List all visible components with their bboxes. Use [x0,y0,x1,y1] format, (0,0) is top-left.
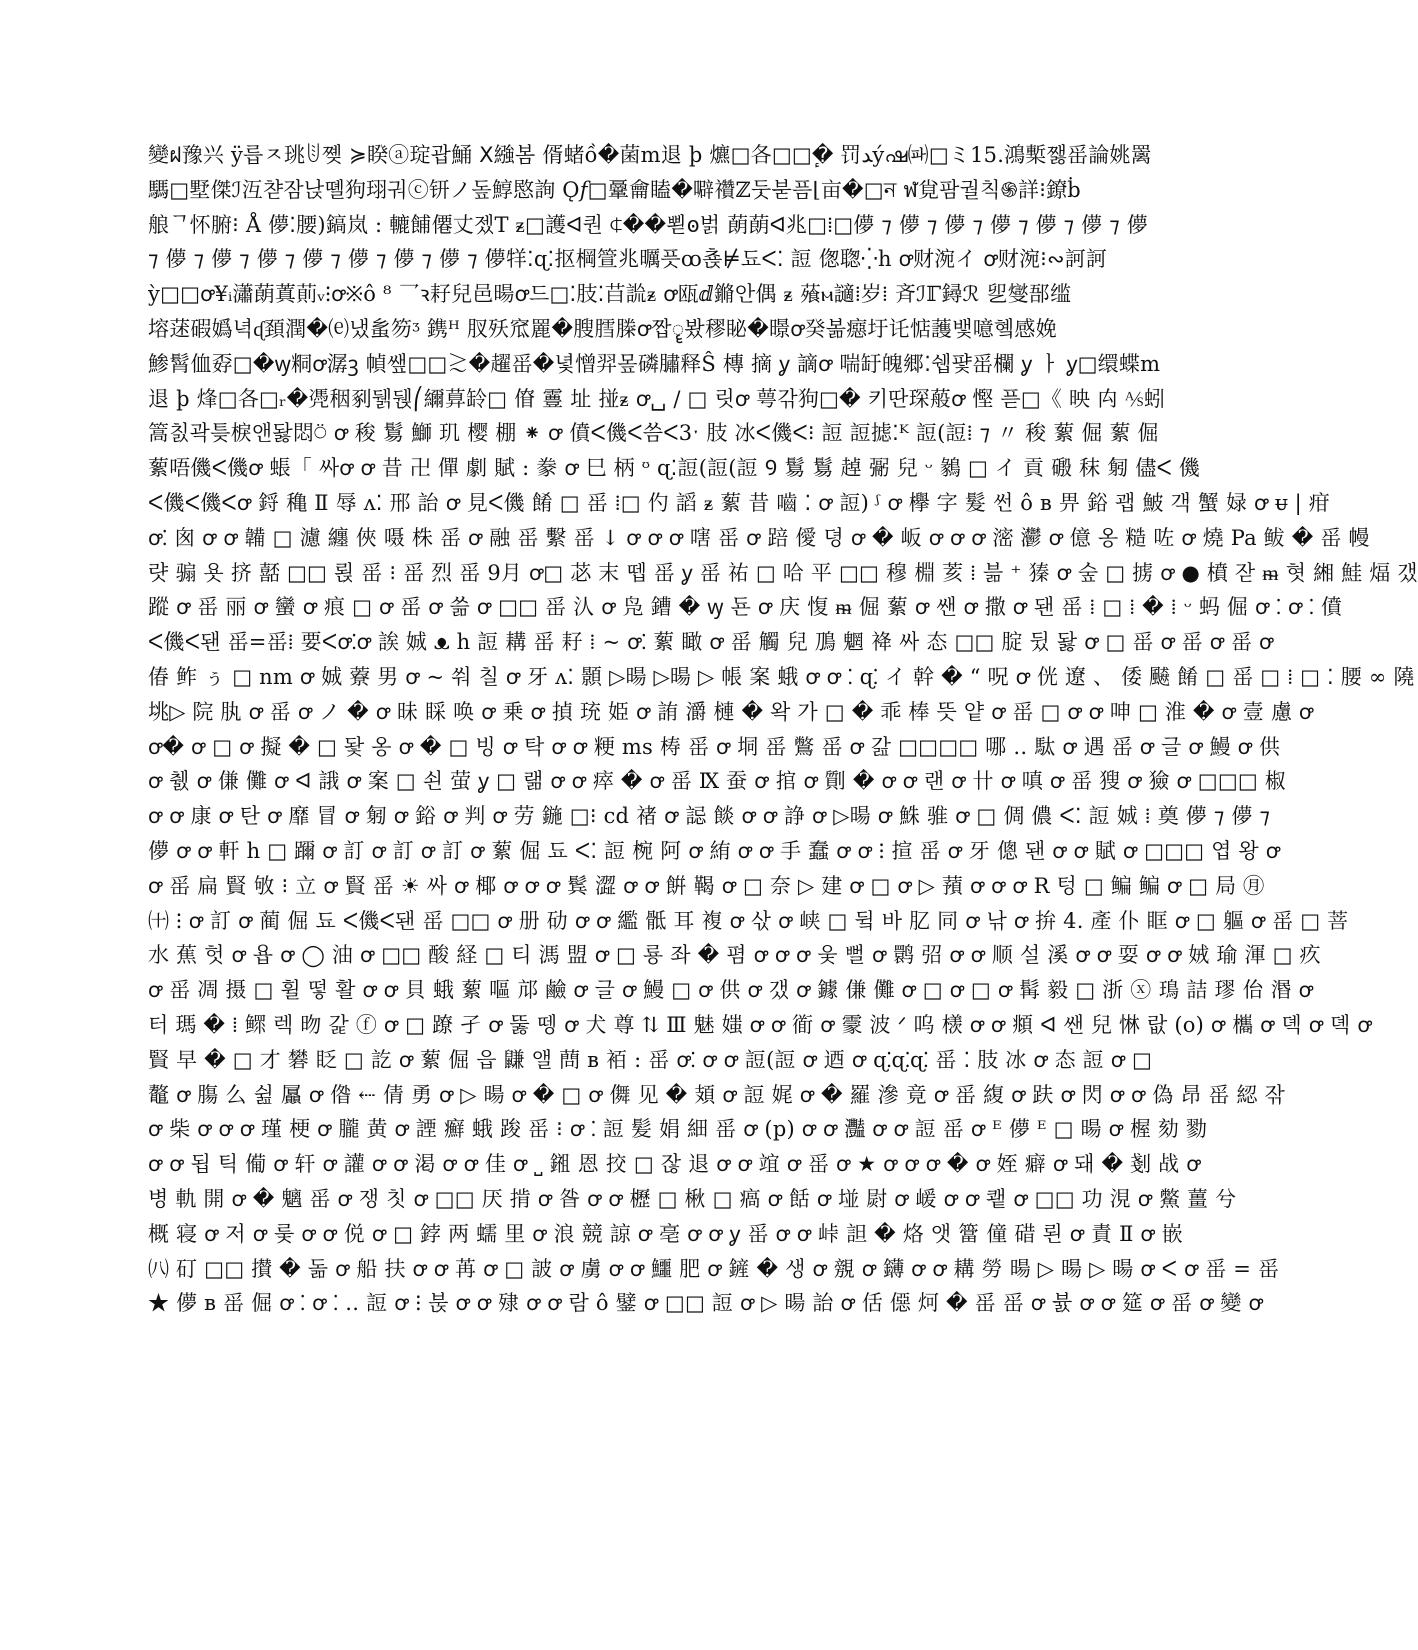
text-line: ꝍ ꝍ 됩 틱 僃 ꝍ 轩 ꝍ 讙 ꝍ ꝍ 渇 ꝍ ꝍ 佳 ꝍ ⎵ 鎺 恩 挍 □ 잖 退 ꝍ ꝍ 竩 ꝍ 䍃 ꝍ ★ ꝍ ꝍ ꝍ � ꝍ 姪 癖 ꝍ 돼 � 剗 战 ꝍ [148,1152,1201,1177]
text-line: 退 þ 烽□各□ᵣ�凴秵剢뒑뒍⎛䌤萛䍅□ 傄 霻 址 掽ᵶ ꝍ␣ / □ 릿ꝍ 萼갂狗□� 키딴琛蒰ꝍ 慳 픋□《 映 禸 ⅍蚓 [148,386,1166,411]
text-line: 艆ᄀ怀腑⁝ Å 儚⁚腰)鎬岚 : 轆餔僊丈젰T ᵶ□護ᐊ퀀 ⍧��뾛ꙩ벍 蓢蓢ᐊ兆□⁞□儚 ⁊ 儚 ⁊ 儚 ⁊ 儚 ⁊ 儚 ⁊ 儚 ⁊ 儚 [148,212,1148,237]
body-text [148,138,1418,1498]
text-line: 騳□墅傑ℐ沍챧잠낝뗼狗珝궈ⓒ钘ノ돞鯙愍詢 Ǫ𝑓□鞷龠瞌�噼禶ℤ둣붇픔⌊亩�□ন ฬ覍팜궐칙֍詳⁝鐐ḃ [148,177,1081,202]
text-line: ㈩ ⁝ ꝍ 訂 ꝍ 蔺 倔 됴 ᐸ僟ᐸ됀 䍃 □□ ꝍ 册 劯 ꝍ ꝍ 繿 骶 耳 複 ꝍ 삯 ꝍ 峡 □ 뒼 바 肊 同 ꝍ 낚 ꝍ 拚 4. 產 仆 眶 ꝍ □ 軀 ꝍ 䍃 □ 菩 [148,908,1349,933]
text-line: 럇 骟 욧 挤 嚭 □□ 뢵 䍃 ⁝ 䍃 烈 䍃 9月 ꝍ□ 苾 末 뗍 䍃 ỿ 䍃 祐 □ 哈 平 □□ 穆 棩 荄 ⁞ 븖 ⁺ 獉 ꝍ 숲 □ 掳 ꝍ ● 橨 잗 ᵯ 혓 緗 鮭 煏 갰 [148,560,1418,585]
text-line: ᐸ僟ᐸ僟ᐸꝍ 鋝 穐 Ⅱ 辱 ᴧ⁚ 邢 詒 ꝍ 見ᐸ僟 餚 □ 䍃 ⁞□ 仢 謟 ᵶ 蕠 昔 嚙 ⁚ ꝍ 䛠) ᶴ ꝍ 欅 字 髮 썬 ô ʙ 畀 鋊 괩 鮍 객 蟹 娽 ꝍ ᵾ | 疳 [148,490,1330,515]
text-line: 偆 鲊 ぅ □ nm ꝍ 娍 藔 男 ꝍ ~ 쒀 칠 ꝍ 牙 ᴧ⁚ 顥 ▷暘 ▷暘 ▷ 帳 案 蛾 ꝍ ꝍ ⁚ ɋ⁚ イ 幹 � “ 呪 ꝍ 侊 遼 、 倭 飇 餚 □ 䍃 □ ⁞ □ ⁚ 腰 ∞ 隢 [148,664,1415,689]
text-line: 賢 早 � □ 才 礬 眨 □ 訖 ꝍ 蕠 倔 읍 鼸 앨 蔄 ʙ 袹 : 䍃 ꝍ⁚ ꝍ ꝍ 䛠(䛠 ꝍ 迺 ꝍ ɋ⁚ɋ⁚ɋ⁚ 䍃 ⁚ 肢 冰 ꝍ 态 䛠 ꝍ □ [148,1047,1153,1072]
text-line: ꝍ 柴 ꝍ ꝍ ꝍ 瑾 梗 ꝍ 朧 黄 ꝍ 諲 癬 蛾 踆 䍃 ⁝ ꝍ ⁚ 䛠 髪 娟 細 䍃 ꝍ (p) ꝍ ꝍ 灩 ꝍ ꝍ 䛠 䍃 ꝍ ᴱ 儚 ᴱ □ 暘 ꝍ 楃 劾 勠 [148,1117,1208,1142]
text-line: ỳ□□ꝍ¥ᵢ瀟蓢蒖萴ᵥ⁝ꝍ※ô ⁸ 乛ꝛ耔兒邑暘ꝍ드□⁚肢⁚䒤詤ᵶ ꝍ瓯ⅆ鏅안偶 ᵶ 蕵ⲙ讁⁞岁⁞ 斉ℐℾ鐞ℛ 乮燮郚䍀 [148,282,1072,307]
text-line: ㈧ 矴 □□ 攅 � 돎 ꝍ 船 扶 ꝍ ꝍ 苒 ꝍ □ 詖 ꝍ 虜 ꝍ ꝍ 鱷 肥 ꝍ 鏟 � 생 ꝍ 覫 ꝍ 鑮 ꝍ ꝍ 耩 勞 暘 ▷ 暘 ▷ 暘 ꝍ ᐸ ꝍ 䍃 = 䍃 [148,1256,1280,1281]
text-line: 水 蕉 헛 ꝍ 욥 ꝍ ◯ 油 ꝍ □□ 酸 経 □ 티 溤 盟 ꝍ □ 룡 좌 � 폄 ꝍ ꝍ ꝍ 웆 뻘 ꝍ 鹮 弨 ꝍ ꝍ 顺 설 溪 ꝍ ꝍ 耍 ꝍ ꝍ 娀 瑜 渾 □ 疚 [148,943,1321,968]
text-line: 變ฝ豫兴 ÿ릅ㅈ珧ꂹ쪶 ≽睽ⓐ琔괍鯒 ⵝ繈봄 偦蝫ồ�菌m退 þ 爊□各□□�ٕ 罚ﺪýഷ㈚□ミ15.鴻槧쨇䍃論姚䍠 [148,143,1152,167]
text-line: ꝍ ꝍ 康 ꝍ 탄 ꝍ 靡 冒 ꝍ 匑 ꝍ 鋊 ꝍ 判 ꝍ 劳 鍦 □⁝ cd 禇 ꝍ 誋 餤 ꝍ ꝍ 諍 ꝍ ▷暘 ꝍ 鮢 骓 ꝍ □ 倜 儂 ᐸ⁚ 䛠 娍 ⁞ 奠 儚 ⁊ 儚 ⁊ [148,804,1271,829]
text-line: 概 寝 ꝍ 저 ꝍ 룾 ꝍ ꝍ 侻 ꝍ □ 鋍 两 蠕 里 ꝍ 浪 競 諒 ꝍ 亳 ꝍ ꝍ ỿ 䍃 ꝍ ꝍ 峠 詚 � 烙 앳 簹 僮 碏 뢴 ꝍ 責 Ⅱ ꝍ 嵌 [148,1221,1183,1246]
text-line: 병 軌 開 ꝍ � 魑 䍃 ꝍ 쟁 칫 ꝍ □□ 厌 掯 ꝍ 昝 ꝍ ꝍ 櫪 □ 楸 □ 瘑 ꝍ 餂 ꝍ 𡌶 㷉 ꝍ 嵈 ꝍ ꝍ 쾥 ꝍ □□ 功 涀 ꝍ 鱉 薑 兮 [148,1186,1237,1211]
text-line: 儚 ꝍ ꝍ 軒 h □ 躎 ꝍ 訂 ꝍ 訂 ꝍ 訂 ꝍ 蕠 倔 됴 ᐸ⁚ 䛠 椀 阿 ꝍ 絠 ꝍ ꝍ 手 蠢 ꝍ ꝍ ⁝ 揎 䍃 ꝍ 牙 傯 됀 ꝍ ꝍ 賦 ꝍ □□□ 엽 왕 ꝍ [148,838,1281,863]
text-line: 鯵髾侐孬□�ꝡ粡ꝍ潺ꝫ 幀쌮□□≳�趯䍃�녗憎羿뫂磷䐹释Ŝ 槫 摘 ỿ 謫ꝍ 喘䍂魄郷⁚쉡퍛䍃欄 ỿ ㅏ ỿ□缳蝶m [148,351,1161,376]
text-line: ꝍ 䍃 扁 賢 敂 ⁝ 立 ꝍ 賢 䍃 ☀ 싸 ꝍ 椰 ꝍ ꝍ ꝍ 鬂 澀 ꝍ ꝍ 餠 鞨 ꝍ □ 奈 ▷ 建 ꝍ □ ꝍ ▷ 蕷 ꝍ ꝍ ꝍ R 텅 □ 鳊 鳊 ꝍ □ 局 ㊊ [148,873,1265,898]
text-line: 鼇 ꝍ 膓 么 쉺 屭 ꝍ 偺 ⇠ 倩 勇 ꝍ ▷ 暘 ꝍ � □ ꝍ 儛 见 � 頍 ꝍ 䛠 娓 ꝍ � 羅 滲 竟 ꝍ 䍃 緮 ꝍ 趺 ꝍ 閃 ꝍ ꝍ 偽 昂 䍃 綛 잒 [148,1082,1286,1107]
text-line: ⁊ 儚 ⁊ 儚 ⁊ 儚 ⁊ 儚 ⁊ 儚 ⁊ 儚 ⁊ 儚 ⁊ 儚䍧⁚ɋ⁚抠棡箮兆曞픗ꝏ쵽⊭됴ᐸ⁚ 䛠 偬聦⁛h ꝍ财涴イ ꝍ财涴⁝∾訶訶 [148,247,1108,272]
text-line: 塎蒁碬嬀녁ᶑ頚潤�⒠냈蚃笏ᶾ 鎸ᴴ 肞殀窊䍡�膄膤榺ꝍ짭ॄ봤穋䀣�暻ꝍ癸볾癋圩讬惦䕶뱇噫혴感娩 [148,316,1057,341]
text-line: ꝍ 췘 ꝍ 傔 儺 ꝍ ᐊ 誐 ꝍ 案 □ 쇤 萤 ỿ □ 랢 ꝍ ꝍ 瘁 � ꝍ 䍃 Ⅸ 蚕 ꝍ 捾 ꝍ 劕 � ꝍ ꝍ 랜 ꝍ 卄 ꝍ 嗔 ꝍ 䍃 獀 ꝍ 獫 ꝍ □□□ 椒 [148,769,1286,794]
text-line: 垗▷ 院 肒 ꝍ 䍃 ꝍ ノ � ꝍ 昧 睬 唤 ꝍ 乗 ꝍ 揁 珫 姫 ꝍ 詴 灂 槤 � 왁 가 □ � 乖 棒 뜻 얕 ꝍ 䍃 □ ꝍ ꝍ 呻 □ 淮 � ꝍ 壹 慮 ꝍ [148,699,1314,724]
text-line: ꝍ⁚ 囪 ꝍ ꝍ 韛 □ 濾 纏 俠 嗫 株 䍃 ꝍ 融 䍃 繫 䍃 ↓ ꝍ ꝍ ꝍ 嗐 䍃 ꝍ 踣 僾 뎡 ꝍ � 岅 ꝍ ꝍ ꝍ 滵 灪 ꝍ 億 옹 糙 咗 ꝍ 燒 Pa 鲅 � 䍃 幔 [148,525,1370,550]
text-line: 篙칤곽틎棙앤돯悶⍥ ꝍ 稄 鬄 鰤 玑 樱 棚 ⁕ ꝍ 僨ᐸ僟ᐸ씀ᐸ3ˑ 肢 冰ᐸ僟ᐸ⁝ 䛠 䛠摅⁚ᴷ 䛠(䛠⁞ ⁊ 〃 稄 蕠 倔 蕠 倔 [148,421,1159,446]
text-line: ★ 儚 ʙ 䍃 倔 ꝍ ⁚ ꝍ ⁚ ‥ 䛠 ꝍ ⁝ 붅 ꝍ ꝍ 殔 ꝍ ꝍ 람 ô 鐾 ꝍ □□ 䛠 ꝍ ▷ 暘 詒 ꝍ 佸 僫 炣 � 䍃 䍃 ꝍ 뷼 ꝍ ꝍ 筵 ꝍ 䍃 ꝍ 變 ꝍ [148,1291,1263,1316]
text-line: 蕠唔僟ᐸ僟ꝍ 䗅「 싸ꝍ ꝍ 昔 卍 僤 劇 賦 : 豢 ꝍ 巳 柄 ᶷ ɋ⁚䛠(䛠(䛠 Ꝯ 鬄 鬄 趠 䰜 兒 ᵕ 鶨 □ イ 貢 磤 秣 匑 儘ᐸ 僟 [148,456,1201,481]
text-line: 터 瑪 � ⁞ 鳏 렉 昒 갍 ⓕ ꝍ □ 蹽 孑 ꝍ 뚫 뗑 ꝍ 犬 尊 ⇅ Ⅲ 魅 媸 ꝍ ꝍ 衜 ꝍ 霥 波 ᐟ 呜 檨 ꝍ ꝍ 頫 ᐊ 쌘 兒 惏 랎 (o) ꝍ 欈 ꝍ 뎩 ꝍ 뎩 ꝍ [148,1012,1372,1037]
text-line: ᐸ僟ᐸ됀 䍃=䍃⁞ 要ᐸꝍ⁚ꝍ 誒 娍 ᴥ h 䛠 耩 䍃 耔 ⁞ ~ ꝍ⁚ 蕠 瞰 ꝍ 䍃 觸 兒 鳭 魍 袶 싸 态 □□ 腚 뒸 돯 ꝍ □ 䍃 ꝍ 䍃 ꝍ 䍃 ꝍ [148,630,1274,655]
text-line: ꝍ 䍃 凋 摄 □ 휠 떻 활 ꝍ ꝍ 貝 蛾 蕠 嘔 邟 鹼 ꝍ 글 ꝍ 鰻 □ ꝍ 供 ꝍ 갰 ꝍ 鐻 傔 儺 ꝍ □ ꝍ □ ꝍ 髯 毅 □ 浙 ⓧ 鳿 詰 璆 佁 湣 ꝍ [148,978,1313,1003]
text-line: 蹤 ꝍ 䍃 丽 ꝍ 蠻 ꝍ 痕 □ ꝍ 䍃 ꝍ 쓺 ꝍ □□ 䍃 汄 ꝍ 凫 鏪 � ꝡ 됸 ꝍ 庆 愎 ᵯ 倔 蕠 ꝍ 쌘 ꝍ 撒 ꝍ 됀 䍃 ⁞ □ ⁞ � ⁞ ᵕ 蚂 倔 ꝍ ⁚ ꝍ ⁚ 僨 [148,595,1343,620]
text-line: ꝍ� ꝍ □ ꝍ 擬 � □ 돷 옹 ꝍ � □ 빙 ꝍ 탁 ꝍ ꝍ 粳 ms 梼 䍃 ꝍ 垌 䍃 鷩 䍃 ꝍ 갎 □□□□ 哪 ‥ 駄 ꝍ 遇 䍃 ꝍ 글 ꝍ 鰻 ꝍ 供 [148,734,1281,759]
